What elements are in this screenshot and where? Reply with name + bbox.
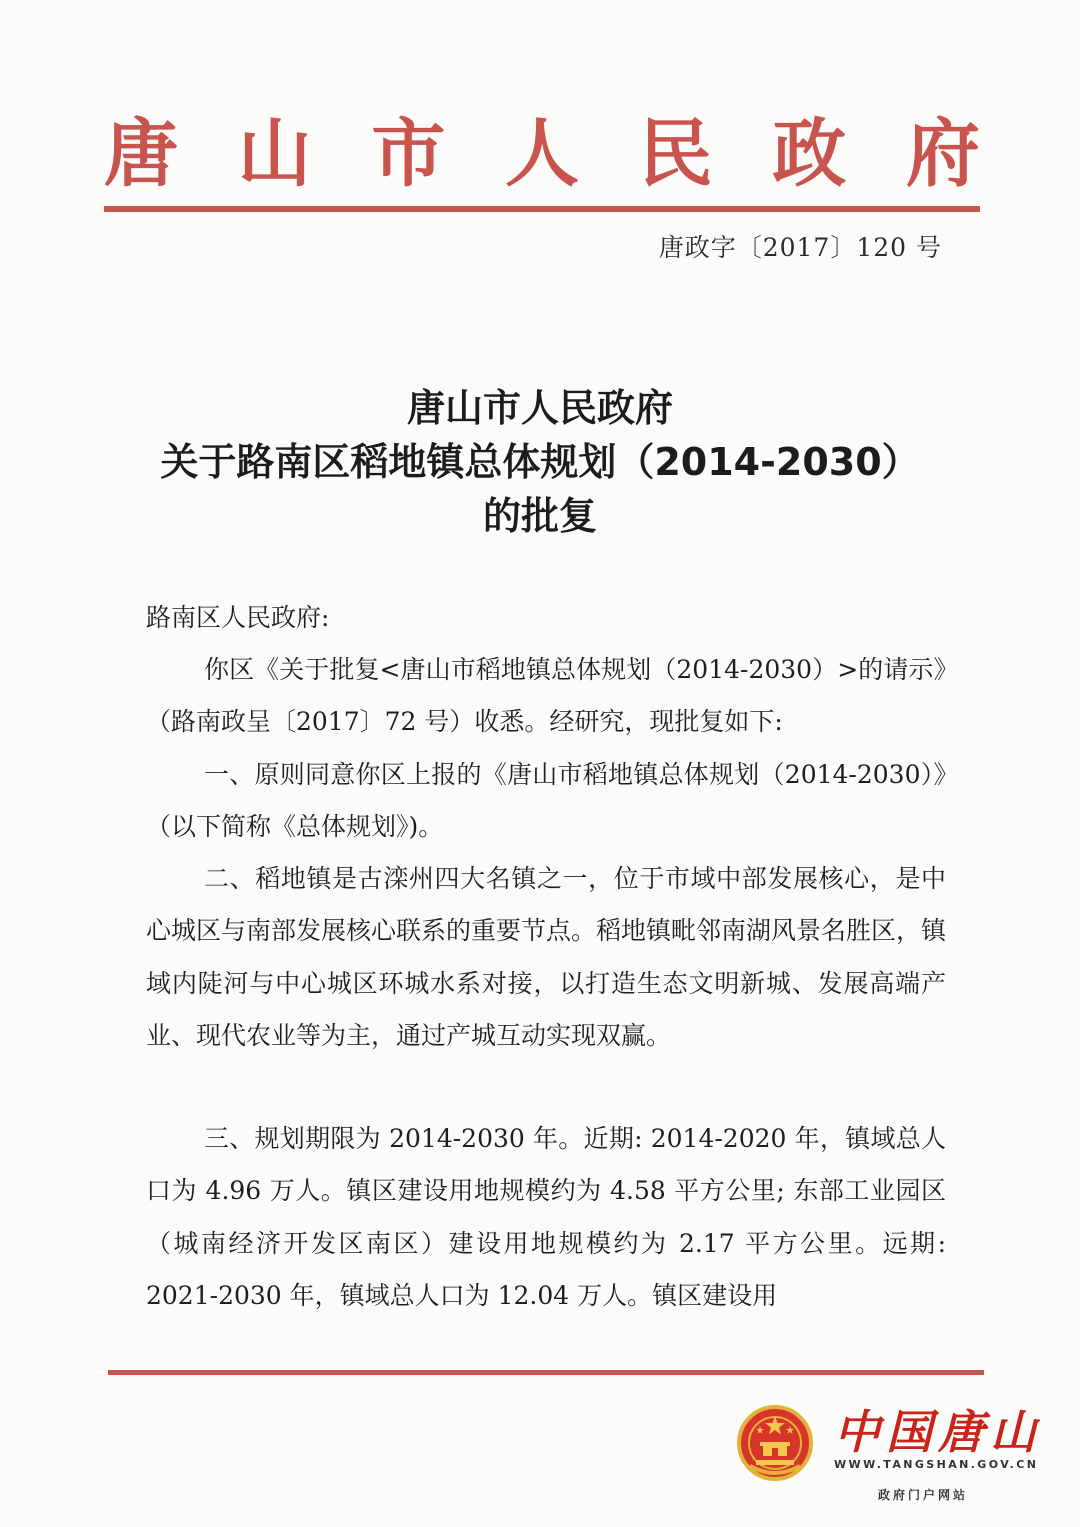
body-paragraph: 你区《关于批复<唐山市稻地镇总体规划（2014-2030）>的请示》（路南政呈〔2017〕72 号）收悉。经研究，现批复如下: — [146, 655, 946, 737]
title-line-2: 关于路南区稻地镇总体规划（2014-2030） — [160, 440, 920, 484]
site-subtitle: 政府门户网站 — [878, 1488, 969, 1502]
issuer-header — [104, 108, 980, 200]
site-name: 中国唐山 — [834, 1405, 1042, 1459]
header-divider — [104, 206, 980, 212]
document-number: 唐政字〔2017〕120 号 — [658, 233, 942, 262]
body-paragraph: 三、规划期限为 2014-2030 年。近期: 2014-2020 年，镇域总人口为 4.96 万人。镇区建设用地规模约为 4.58 平方公里; 东部工业园区（城南经济开发区南区）建设用地规模约为 2.17 平方公里。远期: 2021-2030 年，镇域总人口为 12.04 万人。镇区建设用 — [146, 1124, 946, 1310]
national-emblem-icon — [736, 1404, 814, 1482]
issuer-char: 政 — [772, 111, 847, 197]
salutation: 路南区人民政府: — [146, 603, 330, 632]
issuer-char: 市 — [371, 111, 446, 197]
footer-divider — [108, 1370, 984, 1375]
issuer-char: 人 — [504, 111, 579, 197]
issuer-char: 民 — [638, 111, 713, 197]
body-paragraph: 二、稻地镇是古滦州四大名镇之一，位于市域中部发展核心，是中心城区与南部发展核心联系的重要节点。稻地镇毗邻南湖风景名胜区，镇域内陡河与中心城区环城水系对接，以打造生态文明新城、发展高端产业、现代农业等为主，通过产城互动实现双赢。 — [146, 864, 947, 1050]
issuer-char: 山 — [237, 111, 312, 197]
title-line-3: 的批复 — [482, 494, 597, 538]
body-paragraph: 一、原则同意你区上报的《唐山市稻地镇总体规划（2014-2030）》（以下简称《总体规划》)。 — [146, 760, 946, 842]
site-logo — [736, 1396, 1056, 1516]
title-line-1: 唐山市人民政府 — [406, 386, 673, 430]
issuer-char: 府 — [905, 111, 980, 197]
site-url: WWW.TANGSHAN.GOV.CN — [834, 1458, 1039, 1471]
issuer-char: 唐 — [104, 111, 178, 197]
